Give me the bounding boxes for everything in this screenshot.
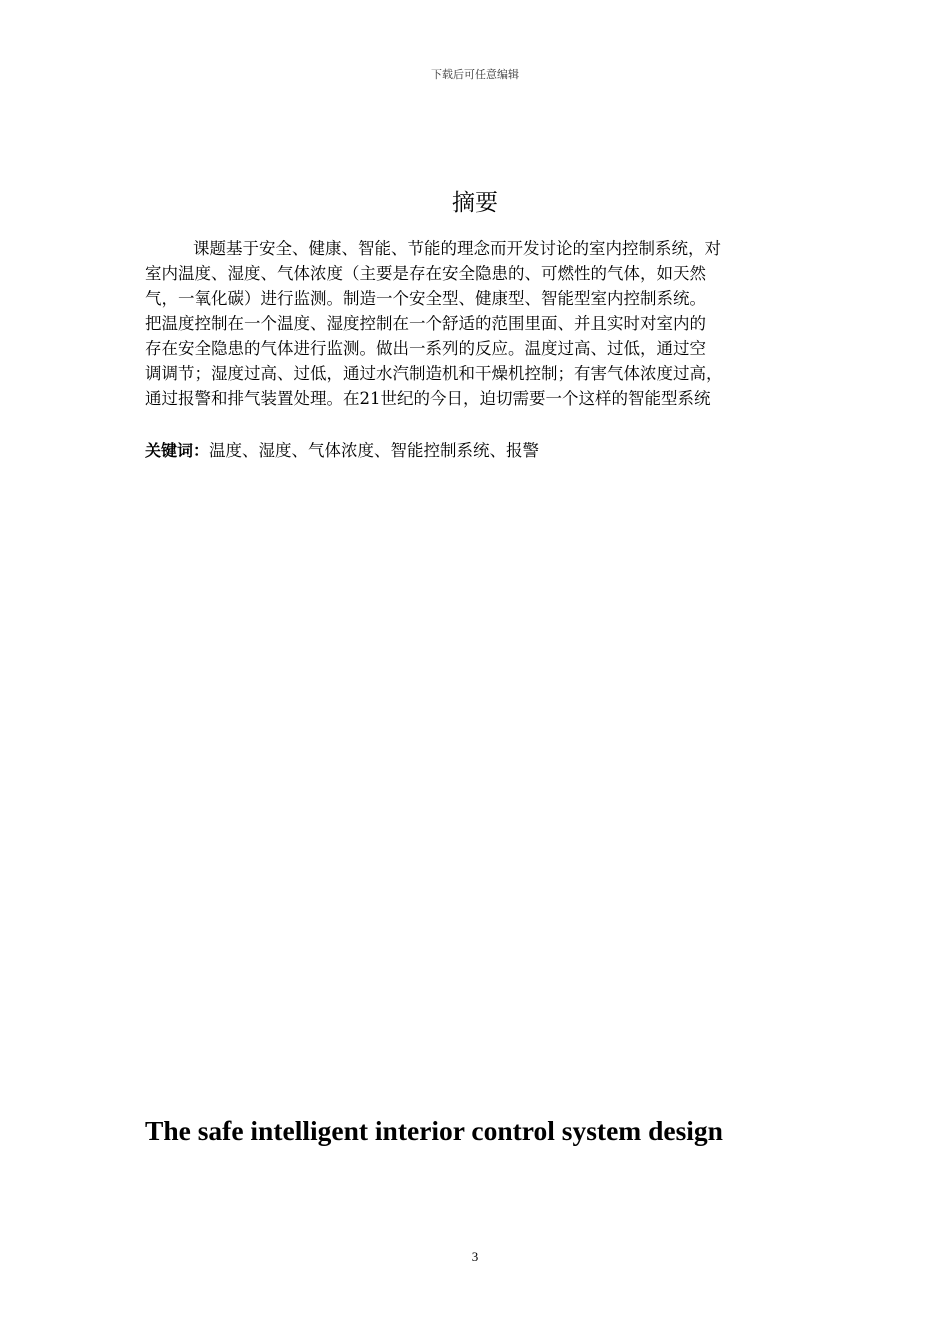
abstract-line: 气，一氧化碳）进行监测。制造一个安全型、健康型、智能型室内控制系统。 [145, 289, 706, 308]
abstract-line: 通过报警和排气装置处理。在21世纪的今日，迫切需要一个这样的智能型系统 [145, 389, 711, 408]
page-header: 下载后可任意编辑 [431, 68, 519, 81]
keywords-label: 关键词： [145, 441, 210, 460]
abstract-line: 室内温度、湿度、气体浓度（主要是存在安全隐患的、可燃性的气体，如天然 [145, 264, 706, 283]
keywords [145, 437, 539, 461]
abstract-line: 调调节；湿度过高、过低，通过水汽制造机和干燥机控制；有害气体浓度过高， [145, 364, 723, 383]
abstract-line: 课题基于安全、健康、智能、节能的理念而开发讨论的室内控制系统，对 [193, 239, 721, 258]
abstract-body [145, 236, 835, 411]
abstract-line: 把温度控制在一个温度、湿度控制在一个舒适的范围里面、并且实时对室内的 [145, 314, 706, 333]
english-title: The safe intelligent interior control system design [145, 1115, 723, 1146]
page-number: 3 [471, 1249, 479, 1264]
abstract-title: 摘要 [452, 190, 498, 216]
abstract-line: 存在安全隐患的气体进行监测。做出一系列的反应。温度过高、过低，通过空 [145, 339, 706, 358]
keywords-value: 温度、湿度、气体浓度、智能控制系统、报警 [209, 441, 540, 460]
